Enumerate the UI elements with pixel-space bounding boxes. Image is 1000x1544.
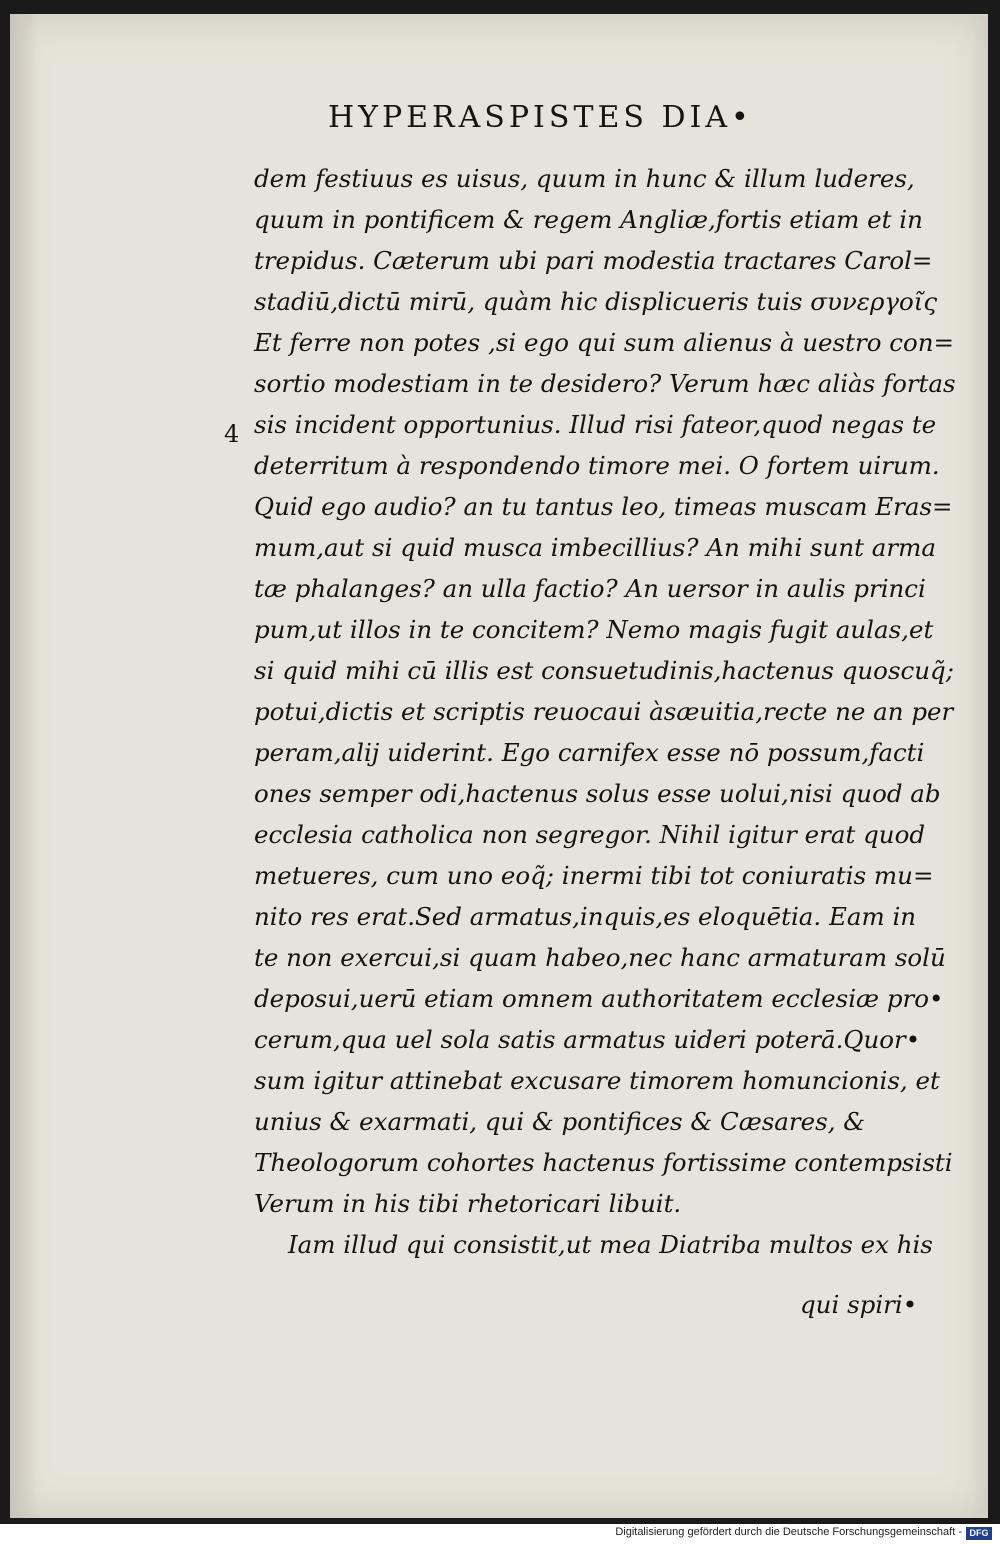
text-line: potui,dictis et scriptis reuocaui àsæuitia,recte ne an per xyxy=(254,697,954,726)
text-line: quum in pontificem & regem Angliæ,fortis etiam et in xyxy=(254,205,923,234)
text-line: unius & exarmati, qui & pontifices & Cæsares, & xyxy=(254,1107,866,1136)
book-page xyxy=(10,14,988,1518)
page-edge xyxy=(972,14,988,1518)
text-line: te non exercui,si quam habeo,nec hanc armaturam solū xyxy=(254,943,946,972)
text-line: sum igitur attinebat excusare timorem homuncionis, et xyxy=(254,1066,940,1095)
text-line: tæ phalanges? an ulla factio? An uersor in aulis princi xyxy=(254,574,926,603)
running-head: HYPERASPISTES DIA• xyxy=(328,100,753,135)
text-line: dem festiuus es uisus, quum in hunc & illum luderes, xyxy=(254,164,915,193)
dfg-logo-icon: DFG xyxy=(966,1527,992,1540)
text-line: deterritum à respondendo timore mei. O fortem uirum. xyxy=(254,451,940,480)
text-line: cerum,qua uel sola satis armatus uideri poterā.Quor• xyxy=(254,1025,921,1054)
text-line: stadiū,dictū mirū, quàm hic displicueris tuis συνεργοῖς xyxy=(254,287,938,316)
text-line: si quid mihi cū illis est consuetudinis,hactenus quoscuq̃; xyxy=(254,656,954,685)
text-line: Verum in his tibi rhetoricari libuit. xyxy=(254,1189,682,1218)
text-line: sortio modestiam in te desidero? Verum hæc aliàs fortas xyxy=(254,369,956,398)
text-line: trepidus. Cæterum ubi pari modestia tractares Carol= xyxy=(254,246,933,275)
catchword: qui spiri• xyxy=(800,1290,918,1319)
body-text xyxy=(254,158,956,1265)
text-line: Iam illud qui consistit,ut mea Diatriba multos ex his xyxy=(288,1230,933,1259)
text-line: ecclesia catholica non segregor. Nihil igitur erat quod xyxy=(254,820,925,849)
text-line: metueres, cum uno eoq̃; inermi tibi tot coniuratis mu= xyxy=(254,861,934,890)
margin-number: 4 xyxy=(224,420,240,448)
text-line: peram,alij uiderint. Ego carnifex esse nō possum,facti xyxy=(254,738,925,767)
footer-bar xyxy=(0,1524,1000,1544)
text-line: deposui,uerū etiam omnem authoritatem ecclesiæ pro• xyxy=(254,984,944,1013)
text-line: Theologorum cohortes hactenus fortissime contempsisti xyxy=(254,1148,953,1177)
text-line: nito res erat.Sed armatus,inquis,es eloquētia. Eam in xyxy=(254,902,917,931)
gutter-shadow xyxy=(10,14,38,1518)
text-line: pum,ut illos in te concitem? Nemo magis fugit aulas,et xyxy=(254,615,934,644)
text-line: mum,aut si quid musca imbecillius? An mihi sunt arma xyxy=(254,533,936,562)
footer-credit: Digitalisierung gefördert durch die Deutsche Forschungsgemeinschaft - xyxy=(615,1526,962,1538)
text-line: sis incident opportunius. Illud risi fateor,quod negas te xyxy=(254,410,937,439)
text-line: Quid ego audio? an tu tantus leo, timeas muscam Eras= xyxy=(254,492,953,521)
text-line: Et ferre non potes ,si ego qui sum alienus à uestro con= xyxy=(254,328,955,357)
text-line: ones semper odi,hactenus solus esse uolui,nisi quod ab xyxy=(254,779,941,808)
